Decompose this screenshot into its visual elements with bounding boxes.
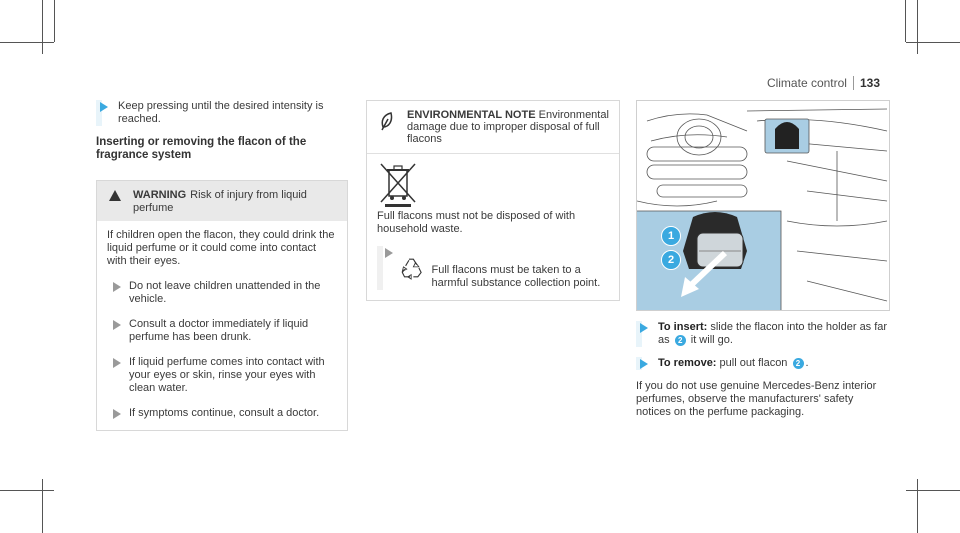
warning-title: WARNING [133,189,187,201]
crop-mark [0,490,54,491]
fragrance-holder-illustration [636,100,890,311]
warning-header [97,181,347,221]
crop-mark [42,479,43,533]
insert-label: To insert: [658,321,708,333]
column-left [96,100,348,431]
insert-text-b: it will go. [690,334,733,346]
environmental-note-body [367,154,619,300]
warning-step [107,407,337,420]
warning-icon [109,190,121,201]
instruction-step [96,100,348,126]
env-text: Environmental damage due to improper disposal of full flacons [407,109,609,145]
remove-step: To remove: pull out flacon 2 . [636,357,890,370]
recycle-step [377,246,609,290]
environmental-note-header [367,101,619,154]
section-title: Climate control [766,76,847,90]
leaf-icon [377,109,397,133]
crop-mark [42,0,43,54]
remove-text: pull out flacon [719,357,788,369]
crop-mark [0,42,54,43]
header-divider [853,76,854,90]
warning-step [107,318,337,344]
disposal-text: Full flacons must not be disposed of with household waste. [377,210,576,235]
crop-mark [917,0,918,54]
warning-step-text: Do not leave children unattended in the vehicle. [129,280,321,305]
remove-label: To remove: [658,357,717,369]
arrow-icon [640,359,648,369]
page-number: 133 [859,76,880,90]
arrow-icon [113,358,121,368]
warning-box [96,180,348,431]
warning-text: If children open the flacon, they could drink the liquid perfume or it could come into contact with their eyes. [107,229,335,267]
crossed-bin-icon [377,162,421,208]
warning-title-text: Risk of injury from liquid perfume [133,189,307,214]
callout-2: 2 [661,250,681,270]
arrow-icon [113,409,121,419]
callout-2-inline: 2 [793,358,804,369]
callout-1: 1 [661,226,681,246]
arrow-icon [640,323,648,333]
crop-mark [906,490,960,491]
recycle-text: Full flacons must be taken to a harmful substance collection point. [431,264,601,289]
warning-step [107,280,337,306]
recycle-icon [399,246,426,290]
insert-text-a: slide the flacon into the holder as far as [658,321,888,346]
genuine-perfume-note: If you do not use genuine Mercedes-Benz interior perfumes, observe the manufacturers' safety notices on the perfume packaging. [636,380,877,418]
arrow-icon [385,248,393,258]
warning-step-text: Consult a doctor immediately if liquid perfume has been drunk. [129,318,309,343]
column-right [636,100,890,419]
warning-step-text: If liquid perfume comes into contact with your eyes or skin, rinse your eyes with clean water. [129,356,325,394]
arrow-icon [100,102,108,112]
page-header [767,76,880,90]
step-text: Keep pressing until the desired intensity is reached. [118,100,324,125]
env-title: ENVIRONMENTAL NOTE [407,109,536,121]
crop-mark [917,479,918,533]
crop-mark [906,42,960,43]
crop-mark [905,0,906,42]
insert-step [636,321,890,347]
callout-2-inline: 2 [675,335,686,346]
warning-step-text: If symptoms continue, consult a doctor. [129,407,320,419]
interior-drawing [637,101,890,311]
arrow-icon [113,320,121,330]
arrow-icon [113,282,121,292]
section-heading: Inserting or removing the flacon of the fragrance system [96,136,307,161]
crop-mark [54,0,55,42]
column-middle [366,100,620,301]
environmental-note-box [366,100,620,301]
warning-body [97,221,347,430]
warning-step [107,356,337,395]
